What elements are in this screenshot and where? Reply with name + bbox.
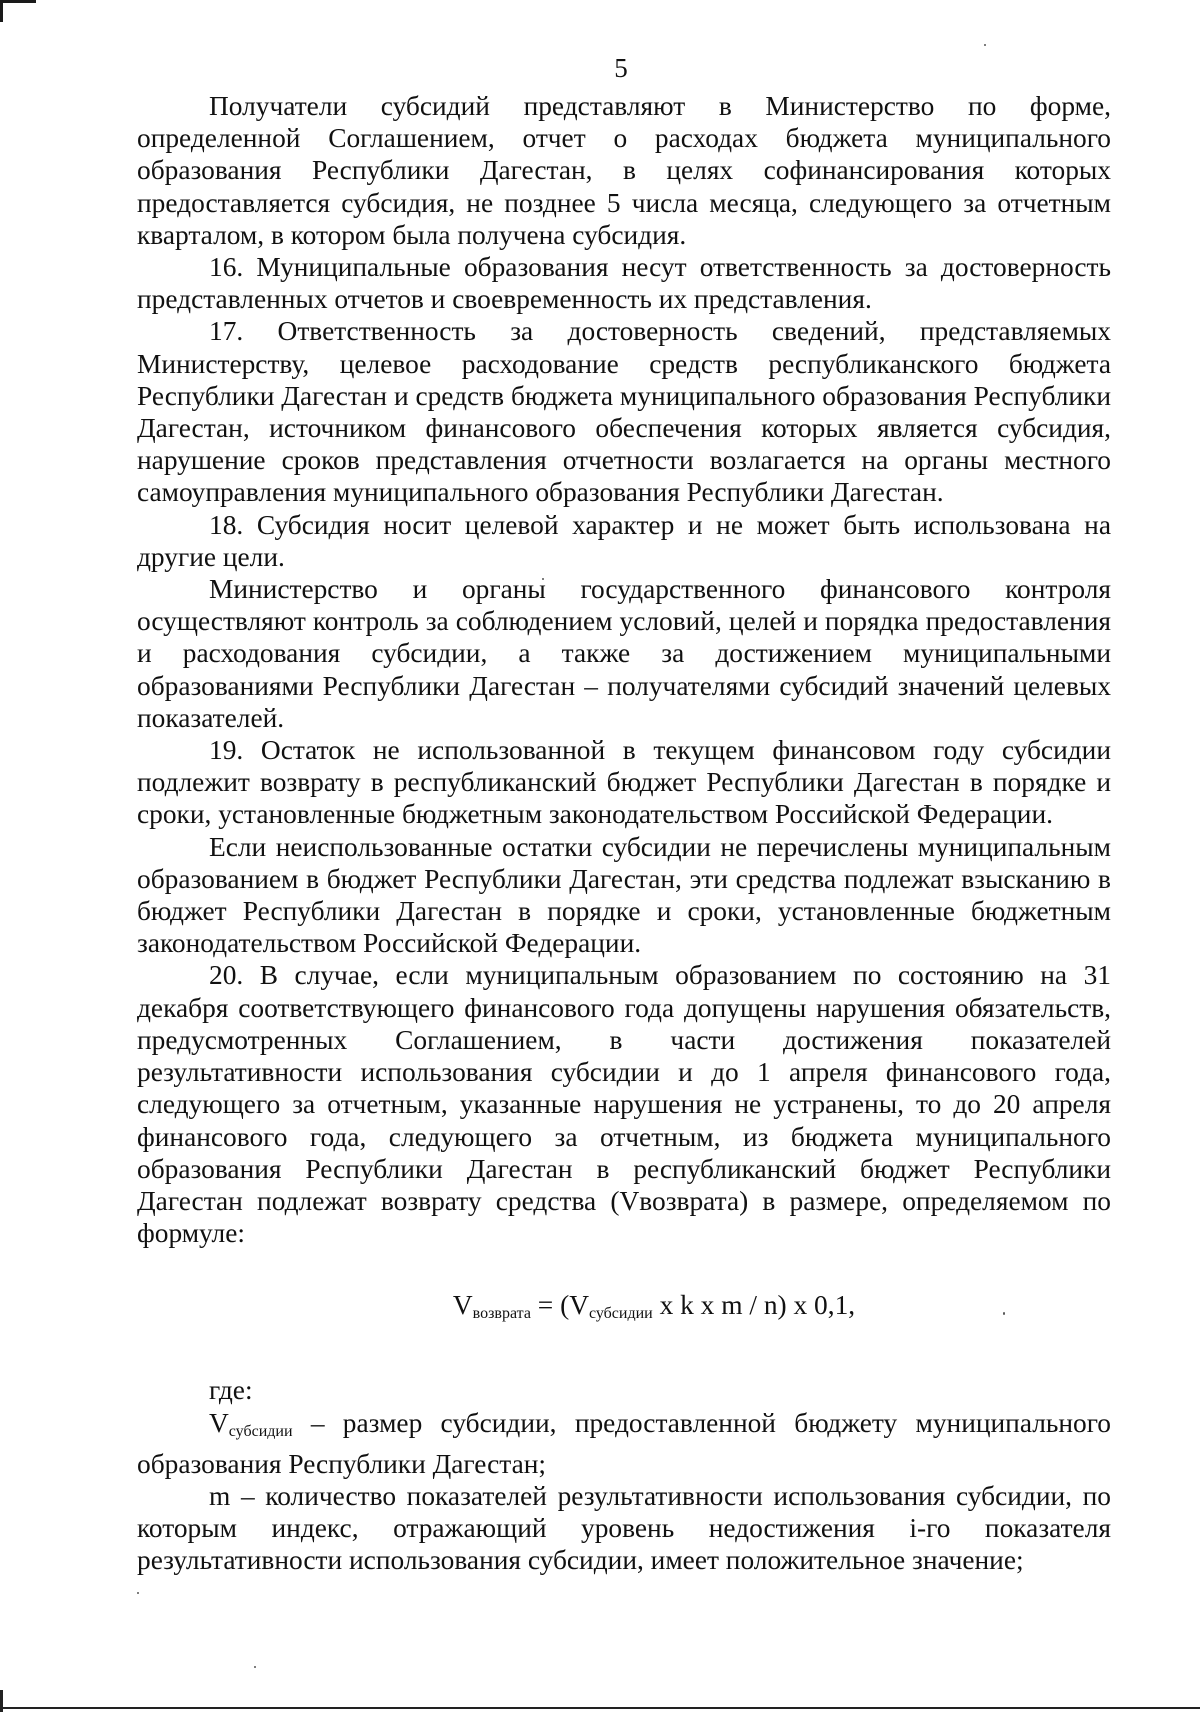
document-body bbox=[137, 90, 1111, 1577]
scan-speck bbox=[984, 44, 986, 46]
scan-speck bbox=[254, 1666, 256, 1668]
paragraph-18: 18. Субсидия носит целевой характер и не может быть использована на другие цели. bbox=[137, 509, 1111, 572]
paragraph-16: 16. Муниципальные образования несут ответственность за достоверность представленных отчетов и своевременность их представления. bbox=[137, 252, 1111, 315]
definition-v-text: – размер субсидии, предоставленной бюджету муниципального образования Республики Дагестан; bbox=[137, 1407, 1111, 1479]
scan-edge-bottom bbox=[0, 1707, 1200, 1709]
scan-edge-bottom-left bbox=[0, 1690, 3, 1712]
scan-edge-top bbox=[0, 0, 36, 3]
definition-v-symbol: V bbox=[209, 1407, 229, 1438]
formula-rest: x k x m / n) x 0,1, bbox=[652, 1290, 856, 1321]
formula-lhs-symbol: V bbox=[452, 1290, 473, 1321]
formula-lhs-subscript: возврата bbox=[472, 1305, 531, 1323]
definition-v-subscript: субсидии bbox=[228, 1422, 293, 1440]
page-number: 5 bbox=[614, 53, 628, 83]
paragraph-19-recovery: Если неиспользованные остатки субсидии не перечислены муниципальным образованием в бюджет Республики Дагестан, эти средства подлежат взысканию в бюджет Республики Дагестан в порядке и сроки, установленные бюджетным законодательством Российской Федерации. bbox=[137, 831, 1111, 959]
definition-m: m – количество показателей результативности использования субсидии, по которым индекс, отражающий уровень недостижения i-го показателя результативности использования субсидии, имеет положительное значение; bbox=[137, 1480, 1111, 1576]
formula-equals-open: = (V bbox=[530, 1290, 589, 1321]
paragraph-17: 17. Ответственность за достоверность сведений, представляемых Министерству, целевое расходование средств республиканского бюджета Республики Дагестан и средств бюджета муниципального образования Республики Дагестан, источником финансового обеспечения которых является субсидия, нарушение сроков представления отчетности возлагается на органы местного самоуправления муниципального образования Республики Дагестан. bbox=[137, 316, 1111, 508]
paragraph-20: 20. В случае, если муниципальным образованием по состоянию на 31 декабря соответствующего финансового года допущены нарушения обязательств, предусмотренных Соглашением, в части достижения показателей результативности использования субсидии и до 1 апреля финансового года, следующего за отчетным, указанные нарушения не устранены, то до 20 апреля финансового года, следующего за отчетным, из бюджета муниципального образования Республики Дагестан в республиканский бюджет Республики Дагестан подлежат возврату средства (Vвозврата) в размере, определяемом по формуле: bbox=[137, 960, 1111, 1249]
paragraph-report-submission: Получатели субсидий представляют в Министерство по форме, определенной Соглашением, отчет о расходах бюджета муниципального образования Республики Дагестан, в целях софинансирования которых предоставляется субсидия, не позднее 5 числа месяца, следующего за отчетным кварталом, в котором была получена субсидия. bbox=[137, 91, 1111, 250]
paragraph-19: 19. Остаток не использованной в текущем финансовом году субсидии подлежит возврату в республиканский бюджет Республики Дагестан в порядке и сроки, установленные бюджетным законодательством Российской Федерации. bbox=[137, 735, 1111, 830]
formula-subsidy-subscript: субсидии bbox=[588, 1305, 653, 1323]
paragraph-18-control: Министерство и органы государственного финансового контроля осуществляют контроль за соблюдением условий, целей и порядка предоставления и расходования субсидии, а также за достижением муниципальными образованиями Республики Дагестан – получателями субсидий значений целевых показателей. bbox=[137, 574, 1111, 733]
return-formula bbox=[137, 1289, 1111, 1330]
where-label: где: bbox=[209, 1375, 253, 1406]
scan-edge-left bbox=[0, 0, 3, 22]
definition-v-subsidy bbox=[137, 1407, 1111, 1480]
scan-speck bbox=[137, 1592, 139, 1594]
